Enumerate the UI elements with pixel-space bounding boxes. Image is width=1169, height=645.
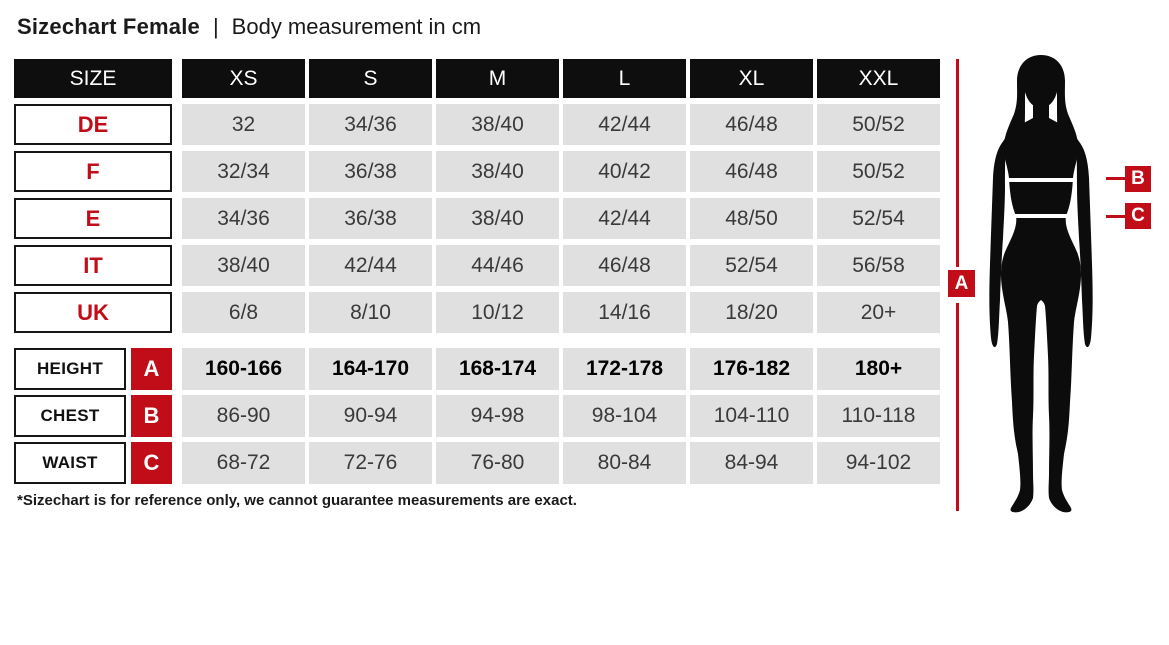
cell: 36/38 [309, 198, 432, 239]
cell: 50/52 [817, 151, 940, 192]
row-label-height-wrap [14, 348, 172, 390]
row-label-de: DE [14, 104, 172, 145]
cell: 76-80 [436, 442, 559, 484]
cell: 38/40 [182, 245, 305, 286]
female-figure-silhouette [978, 54, 1110, 514]
cell: 34/36 [309, 104, 432, 145]
table-row-waist [14, 442, 940, 484]
cell: 32/34 [182, 151, 305, 192]
cell: 168-174 [436, 348, 559, 390]
row-label-chest: CHEST [14, 395, 126, 437]
table-row-height [14, 348, 940, 390]
row-label-e: E [14, 198, 172, 239]
title-main: Sizechart Female [17, 14, 200, 39]
table-row-f [14, 151, 940, 192]
cell: 52/54 [817, 198, 940, 239]
figure-right-arm [1075, 138, 1093, 347]
cell: 40/42 [563, 151, 686, 192]
waist-line [1015, 214, 1068, 218]
cell: 176-182 [690, 348, 813, 390]
cell: 90-94 [309, 395, 432, 437]
cell: 160-166 [182, 348, 305, 390]
title-subtitle: Body measurement in cm [231, 14, 482, 39]
page-title [17, 14, 481, 40]
cell: 80-84 [563, 442, 686, 484]
row-label-waist-wrap [14, 442, 172, 484]
table-row-uk [14, 292, 940, 333]
cell: 52/54 [690, 245, 813, 286]
table-row-it [14, 245, 940, 286]
cell: 164-170 [309, 348, 432, 390]
footnote: *Sizechart is for reference only, we cannot guarantee measurements are exact. [17, 492, 577, 509]
waist-tick-line [1106, 215, 1125, 218]
column-header-xs: XS [182, 59, 305, 98]
table-row-e [14, 198, 940, 239]
table-row-chest [14, 395, 940, 437]
height-line-lower [956, 303, 959, 511]
marker-a-badge: A [131, 348, 172, 390]
cell: 68-72 [182, 442, 305, 484]
cell: 6/8 [182, 292, 305, 333]
cell: 46/48 [690, 104, 813, 145]
size-table [14, 59, 940, 489]
chest-tick-line [1106, 177, 1125, 180]
cell: 86-90 [182, 395, 305, 437]
cell: 42/44 [563, 198, 686, 239]
cell: 84-94 [690, 442, 813, 484]
cell: 42/44 [309, 245, 432, 286]
figure-marker-a: A [948, 270, 975, 297]
table-row-de [14, 104, 940, 145]
figure-marker-c: C [1125, 203, 1151, 229]
height-line-upper [956, 59, 959, 267]
cell: 34/36 [182, 198, 305, 239]
column-header-m: M [436, 59, 559, 98]
cell: 18/20 [690, 292, 813, 333]
cell: 20+ [817, 292, 940, 333]
cell: 172-178 [563, 348, 686, 390]
cell: 72-76 [309, 442, 432, 484]
cell: 36/38 [309, 151, 432, 192]
marker-b-badge: B [131, 395, 172, 437]
cell: 38/40 [436, 151, 559, 192]
column-header-xxl: XXL [817, 59, 940, 98]
figure-body [1001, 118, 1081, 512]
cell: 110-118 [817, 395, 940, 437]
cell: 42/44 [563, 104, 686, 145]
cell: 38/40 [436, 104, 559, 145]
cell: 46/48 [563, 245, 686, 286]
row-label-f: F [14, 151, 172, 192]
cell: 50/52 [817, 104, 940, 145]
cell: 94-102 [817, 442, 940, 484]
chest-line [1007, 178, 1074, 182]
row-label-uk: UK [14, 292, 172, 333]
column-header-l: L [563, 59, 686, 98]
row-label-waist: WAIST [14, 442, 126, 484]
cell: 94-98 [436, 395, 559, 437]
cell: 56/58 [817, 245, 940, 286]
column-header-xl: XL [690, 59, 813, 98]
row-label-chest-wrap [14, 395, 172, 437]
figure-left-arm [989, 138, 1007, 347]
cell: 32 [182, 104, 305, 145]
row-label-it: IT [14, 245, 172, 286]
table-header-row [14, 59, 940, 98]
marker-c-badge: C [131, 442, 172, 484]
cell: 8/10 [309, 292, 432, 333]
cell: 44/46 [436, 245, 559, 286]
cell: 180+ [817, 348, 940, 390]
cell: 104-110 [690, 395, 813, 437]
cell: 46/48 [690, 151, 813, 192]
size-header-cell: SIZE [14, 59, 172, 98]
cell: 38/40 [436, 198, 559, 239]
title-separator: | [212, 14, 219, 39]
cell: 98-104 [563, 395, 686, 437]
cell: 14/16 [563, 292, 686, 333]
cell: 10/12 [436, 292, 559, 333]
cell: 48/50 [690, 198, 813, 239]
column-header-s: S [309, 59, 432, 98]
row-label-height: HEIGHT [14, 348, 126, 390]
figure-marker-b: B [1125, 166, 1151, 192]
